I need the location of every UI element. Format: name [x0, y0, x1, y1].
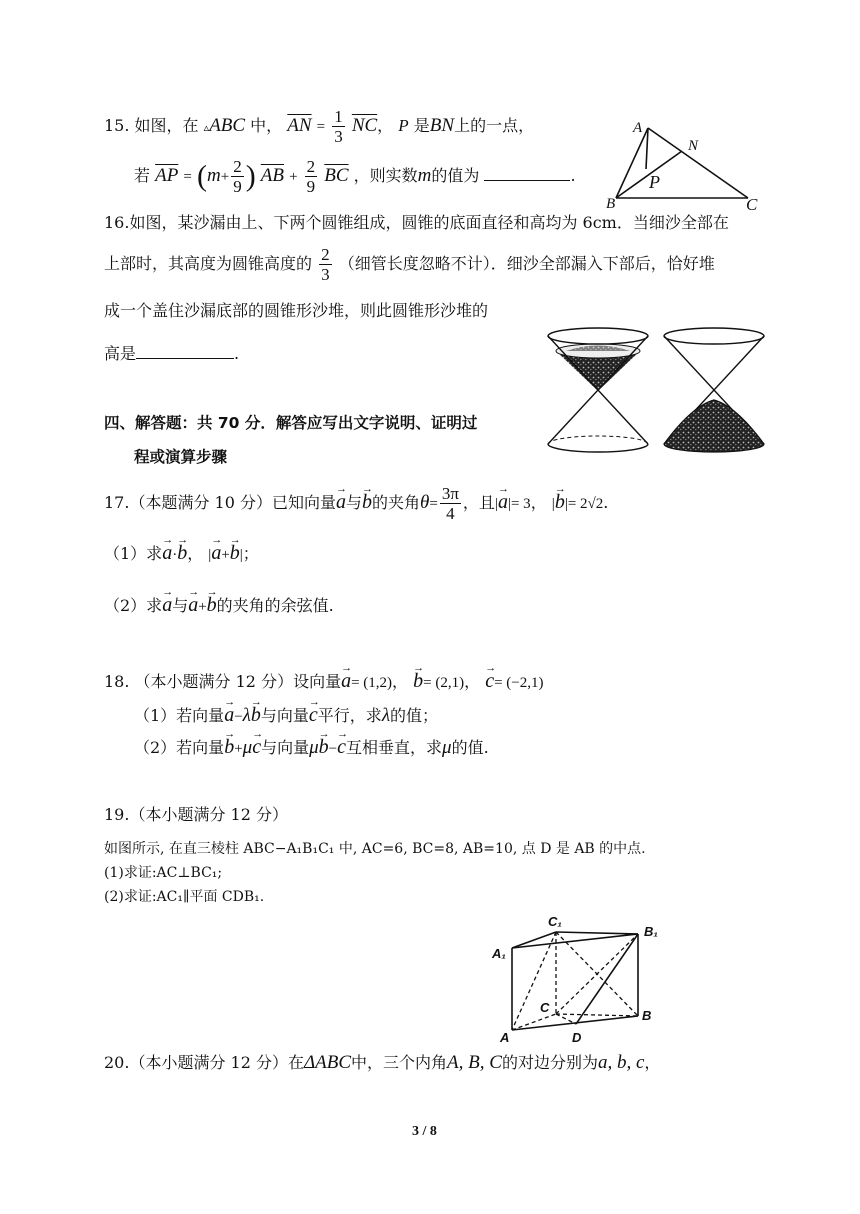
label-B1: B₁: [644, 924, 658, 939]
q18-part1: （1）若向量→ a−λ→ b与向量→ c平行，求λ的值；: [134, 700, 438, 732]
hourglass-full-bottom: [664, 328, 764, 452]
hourglass-full-top: [548, 328, 648, 452]
three-pi-over-four: $\frac{3\pi}{4}$: [441, 484, 459, 523]
label-D: D: [572, 1030, 582, 1045]
q18-line1: 18. （本小题满分 12 分）设向量→ a= (1,2)， → b= (2,1)， → c= (−2,1): [104, 666, 544, 698]
one-third-fraction: $\frac{1}{3}$: [334, 107, 343, 146]
q17-line1: 17.（本题满分 10 分）已知向量→ a与→ b的夹角θ= $\frac{3\pi}{4}$ ，且|→ a|= 3， |→ b|= 2√2.: [104, 480, 608, 526]
label-C1: C₁: [548, 914, 562, 929]
q20-line1: 20.（本小题满分 12 分）在ΔABC中，三个内角A, B, C的对边分别为a, b, c，: [104, 1052, 661, 1073]
q19-line2: 如图所示, 在直三棱柱 ABC−A₁B₁C₁ 中, AC=6, BC=8, AB=10, 点 D 是 AB 的中点.: [104, 841, 646, 857]
q15-answer-blank[interactable]: [484, 164, 570, 181]
q16-line4: 高是 .: [104, 344, 240, 363]
label-B: B: [606, 196, 616, 212]
prism-figure: [490, 914, 670, 1046]
q16-line2: 上部时，其高度为圆锥高度的 $\frac{2}{3}$ （细管长度忽略不计）．细沙全部漏入下部后，恰好堆: [104, 245, 715, 284]
label-B: B: [642, 1008, 652, 1023]
hourglass-figure: [542, 326, 772, 462]
q17-part2: （2）求→ a与→ a+→ b的夹角的余弦值.: [104, 590, 334, 622]
label-C: C: [746, 195, 758, 212]
q19-line3: (1)求证:AC⊥BC₁;: [104, 865, 223, 881]
label-A: A: [500, 1030, 510, 1045]
q18-part2: （2）若向量→ b+μ→ c与向量μ→ b−→ c互相垂直，求μ的值.: [134, 732, 489, 764]
section4-heading: 四、解答题：共 70 分．解答应写出文字说明、证明过: [104, 414, 478, 432]
q15-line2: 若 $\overline{AP} = (m+$ $\frac{2}{9}$ ) $\overline{AB}$ + $\frac{2}{9}$ $\overline{BC}$ ，则实数m的值为 .: [134, 157, 576, 196]
q19-line4: (2)求证:AC₁∥平面 CDB₁.: [104, 889, 265, 905]
section4-heading-cont: 程或演算步骤: [134, 448, 228, 466]
q17-part1: （1）求→ a·→ b， |→ a+→ b|；: [104, 538, 259, 570]
q15-line1: 15. 如图，在 ▵ABC 中， $\overline{AN}$ = $\frac{1}{3}$ $\overline{NC}$， P 是BN上的一点，: [104, 107, 535, 146]
label-N: N: [688, 138, 699, 154]
two-thirds-fraction: $\frac{2}{3}$: [321, 245, 330, 284]
label-A1: A₁: [492, 946, 506, 961]
label-C: C: [540, 1000, 550, 1015]
page-number: 3 / 8: [412, 1124, 437, 1139]
q16-line3: 成一个盖住沙漏底部的圆锥形沙堆，则此圆锥形沙堆的: [104, 301, 489, 320]
q15-triangle-figure: [600, 112, 770, 212]
label-A: A: [633, 120, 643, 136]
q19-line1: 19.（本小题满分 12 分）: [104, 805, 288, 824]
label-P: P: [649, 172, 660, 192]
q16-answer-blank[interactable]: [136, 342, 234, 359]
q16-line1: 16.如图，某沙漏由上、下两个圆锥组成，圆锥的底面直径和高均为 6cm．当细沙全部在: [104, 213, 729, 232]
